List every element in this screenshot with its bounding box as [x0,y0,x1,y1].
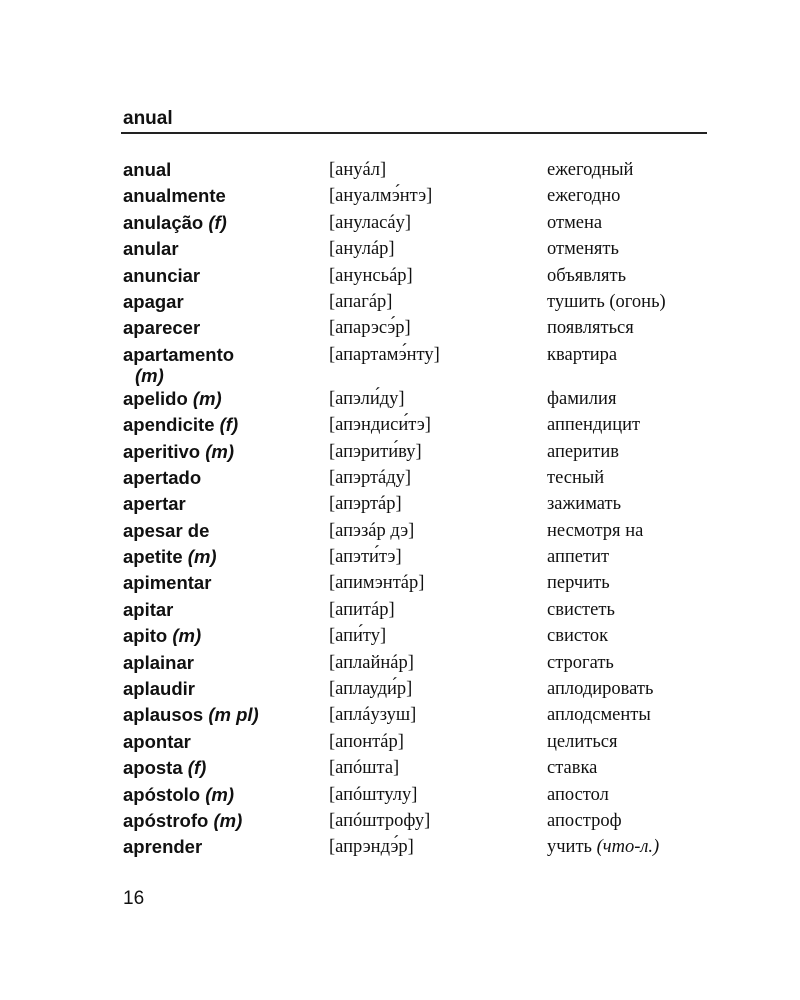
dictionary-entry [123,317,723,343]
translation-text: ежегодно [547,186,621,207]
headword-text: anualmente [123,185,226,207]
translation-text: зажимать [547,494,622,515]
headword-text: aprender [123,836,203,858]
translation [547,441,619,463]
headword-text: anulação [123,211,204,233]
pronunciation: [аплауди́р] [329,679,413,700]
headword [123,678,329,700]
headword-text: apagar [123,290,184,312]
headword [123,572,329,594]
pronunciation: [апагáр] [329,291,393,312]
headword [123,731,329,753]
translation [547,493,621,515]
headword-text: aparecer [123,317,201,339]
dictionary-entry [123,265,723,291]
translation [547,784,609,806]
translation-text: аппендицит [547,415,641,436]
dictionary-entry [123,238,723,264]
page-number: 16 [123,888,145,909]
translation-text: несмотря на [547,520,644,541]
dictionary-entry [123,836,723,862]
pronunciation: [апóштулу] [329,784,418,805]
dictionary-entry [123,572,723,598]
dictionary-entry [123,520,723,546]
dictionary-entry [123,467,723,493]
dictionary-entries [123,159,723,863]
pronunciation: [апарэсэ́р] [329,318,411,339]
dictionary-entry [123,652,723,678]
dictionary-entry [123,185,723,211]
headword-text: anual [123,159,172,180]
dictionary-entry [123,678,723,704]
translation-text: объявлять [547,265,627,286]
translation-text: целиться [547,731,618,752]
headword-text: apimentar [123,572,212,594]
pronunciation: [анулáр] [329,239,395,260]
part-of-speech: (m) [192,387,222,409]
translation-text: тушить (огонь) [547,291,666,312]
headword-text: aperitivo [123,440,201,462]
headword-text: apesar de [123,519,210,541]
pronunciation: [апрэндэ́р] [329,837,414,858]
usage-note: (что-л.) [596,837,660,858]
headword [123,810,329,832]
pronunciation: [аплайнáр] [329,652,414,673]
translation [547,625,608,647]
translation-text: учить [547,837,592,858]
translation-text: ежегодный [547,160,634,180]
headword [123,704,329,726]
dictionary-entry [123,414,723,440]
translation [547,317,634,339]
running-head: anual [123,108,173,129]
headword [123,652,329,674]
headword [123,388,329,410]
translation-text: аплодировать [547,679,654,700]
translation [547,757,597,779]
pronunciation: [апóшта] [329,758,400,779]
translation-text: свисток [547,626,609,647]
dictionary-entry [123,546,723,572]
headword [123,344,283,386]
translation-text: квартира [547,344,618,365]
pronunciation: [апэзáр дэ] [329,520,415,541]
pronunciation: [апэрити́ву] [329,441,422,462]
translation-text: апостол [547,784,609,805]
headword [123,414,329,436]
translation-text: ставка [547,758,598,779]
header-rule [121,132,707,134]
headword [123,625,329,647]
translation [547,810,622,832]
pronunciation: [апартамэ́нту] [329,344,440,365]
translation [547,572,610,594]
headword-text: aposta [123,757,183,779]
pronunciation: [ануáл] [329,160,387,180]
pronunciation: [ануласáу] [329,212,411,233]
translation [547,344,617,366]
translation [547,238,619,260]
translation [547,159,633,181]
headword-text: apertado [123,466,202,488]
headword-text: aplaudir [123,678,195,700]
pronunciation: [апóштрофу] [329,810,431,831]
translation [547,185,620,207]
translation-text: фамилия [547,388,617,409]
translation-text: аппетит [547,547,610,568]
translation [547,467,604,489]
translation-text: тесный [547,467,605,488]
pronunciation: [апи́ту] [329,626,387,647]
translation-text: аперитив [547,441,619,462]
dictionary-entry [123,388,723,414]
headword [123,757,329,779]
pronunciation: [апэти́тэ] [329,547,402,568]
dictionary-entry [123,704,723,730]
dictionary-entry [123,493,723,519]
headword-text: apetite [123,546,183,568]
headword [123,836,329,858]
part-of-speech: (f) [219,414,239,436]
headword [123,291,329,313]
dictionary-entry [123,159,723,185]
headword-text: apertar [123,493,186,515]
translation [547,731,618,753]
part-of-speech: (m) [187,546,217,568]
headword-text: apito [123,625,168,647]
part-of-speech: (m) [205,440,235,462]
headword [123,159,329,181]
part-of-speech: (m) [205,783,235,805]
pronunciation: [апэндиси́тэ] [329,415,431,436]
translation [547,704,651,726]
translation [547,836,659,858]
part-of-speech: (m) [213,809,243,831]
translation [547,291,666,313]
headword [123,212,329,234]
part-of-speech: (m) [135,364,164,386]
headword-text: anunciar [123,264,201,286]
dictionary-entry [123,757,723,783]
dictionary-entry [123,441,723,467]
translation [547,212,602,234]
dictionary-entry [123,291,723,317]
dictionary-entry [123,731,723,757]
part-of-speech: (f) [208,211,227,233]
dictionary-entry [123,212,723,238]
headword [123,493,329,515]
part-of-speech: (m) [172,625,202,647]
headword-text: apontar [123,730,191,752]
pronunciation: [апэли́ду] [329,388,405,409]
headword-text: apóstolo [123,783,201,805]
translation-text: отмена [547,212,603,233]
headword-text: apelido [123,387,188,409]
dictionary-entry [123,784,723,810]
translation-text: аплодсменты [547,705,651,726]
headword [123,185,329,207]
pronunciation: [апимэнтáр] [329,573,425,594]
pronunciation: [анунсьáр] [329,265,413,286]
headword [123,317,329,339]
headword [123,520,329,542]
translation [547,265,626,287]
headword [123,467,329,489]
dictionary-entry [123,344,723,388]
dictionary-entry [123,599,723,625]
pronunciation: [апэртáр] [329,494,402,515]
translation [547,652,614,674]
pronunciation: [апэртáду] [329,467,412,488]
headword-text: aplausos [123,704,204,726]
pronunciation: [апонтáр] [329,731,404,752]
part-of-speech: (f) [187,757,207,779]
translation [547,599,615,621]
headword [123,599,329,621]
pronunciation: [апитáр] [329,599,395,620]
translation-text: строгать [547,652,614,673]
translation-text: свистеть [547,599,615,620]
headword-text: apóstrofo [123,809,209,831]
headword-text: anular [123,238,179,260]
pronunciation: [аплáузуш] [329,705,417,726]
headword [123,546,329,568]
translation-text: апостроф [547,810,622,831]
translation-text: перчить [547,573,610,594]
translation [547,520,643,542]
headword [123,238,329,260]
dictionary-entry [123,810,723,836]
translation [547,388,616,410]
headword [123,265,329,287]
pronunciation: [ануалмэ́нтэ] [329,186,433,207]
translation [547,414,640,436]
headword-text: aplainar [123,651,194,673]
headword-text: apitar [123,598,174,620]
headword-text: apendicite [123,414,215,436]
headword [123,441,329,463]
translation [547,678,653,700]
translation-text: отменять [547,239,619,260]
headword [123,784,329,806]
dictionary-entry [123,625,723,651]
translation [547,546,609,568]
headword-text: apartamento [123,343,235,365]
translation-text: появляться [547,318,634,339]
part-of-speech: (m pl) [208,704,259,726]
